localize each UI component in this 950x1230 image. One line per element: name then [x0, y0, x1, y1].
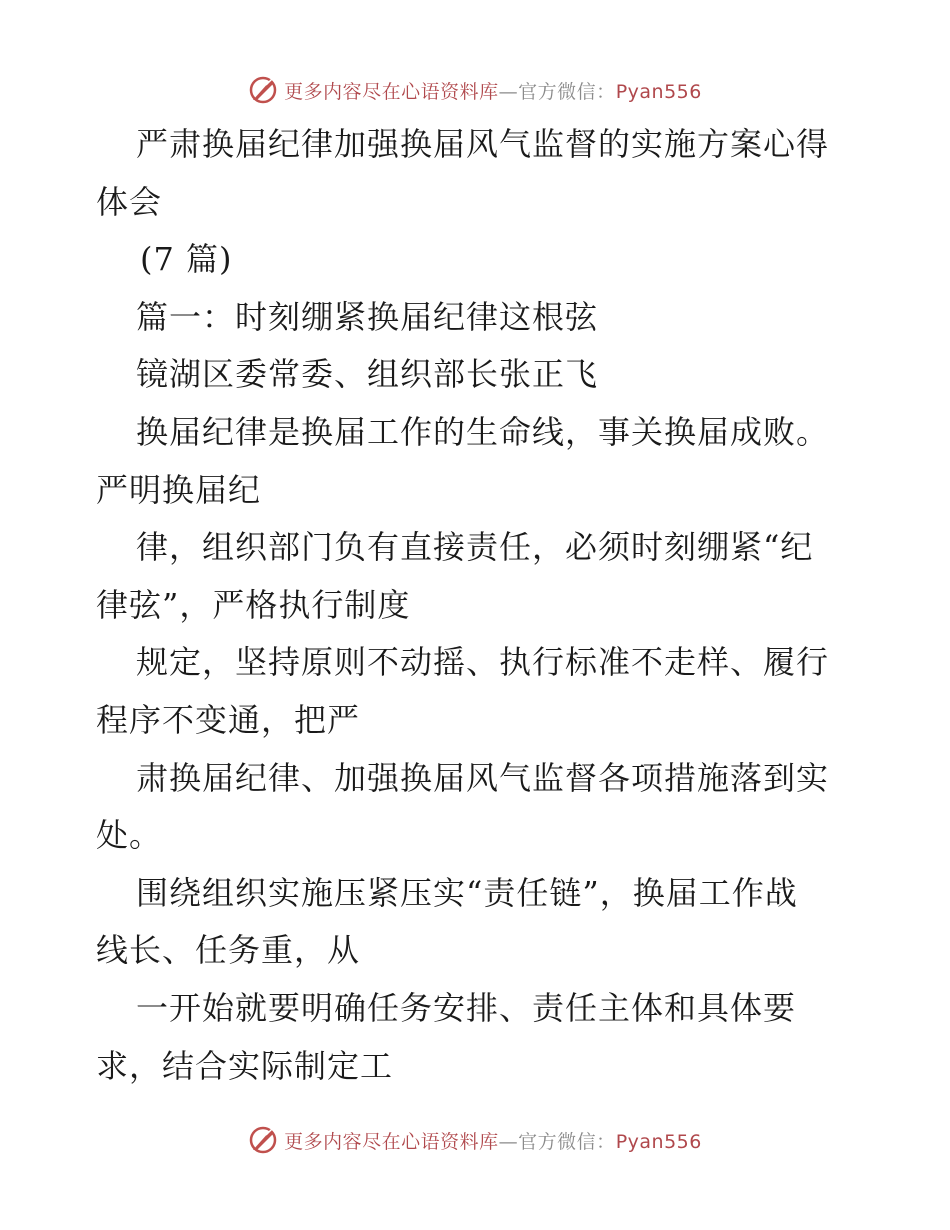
banner-wechat-id: Pyan556 — [615, 80, 702, 103]
paragraph-line: 肃换届纪律、加强换届风气监督各项措施落到实 — [136, 758, 830, 797]
banner-text — [284, 77, 702, 104]
paragraph-line: 严明换届纪 — [96, 470, 262, 509]
quill-logo-icon — [248, 1125, 278, 1155]
paragraph-line: 围绕组织实施压紧压实“责任链”，换届工作战 — [136, 873, 798, 912]
footer-banner — [0, 1120, 950, 1160]
paragraph-line: 处。 — [96, 816, 163, 855]
document-title-line-2: 体会 — [96, 182, 163, 221]
paragraph-line: 律，组织部门负有直接责任，必须时刻绷紧“纪 — [136, 528, 814, 567]
author-line: 镜湖区委常委、组织部长张正飞 — [136, 355, 599, 394]
paragraph-line: 一开始就要明确任务安排、责任主体和具体要 — [136, 988, 797, 1027]
banner-text — [284, 1127, 702, 1154]
header-banner — [0, 70, 950, 110]
paragraph-line: 求，结合实际制定工 — [96, 1046, 394, 1085]
paragraph-line: 规定，坚持原则不动摇、执行标准不走样、履行 — [136, 643, 830, 682]
banner-site-name: 更多内容尽在心语资料库 — [284, 80, 499, 103]
paragraph-line: 线长、任务重，从 — [96, 931, 361, 970]
document-body — [96, 116, 866, 1095]
banner-wechat-id: Pyan556 — [615, 1130, 702, 1153]
banner-site-name: 更多内容尽在心语资料库 — [284, 1130, 499, 1153]
banner-separator: —官方微信： — [498, 1130, 616, 1153]
quill-logo-icon — [248, 75, 278, 105]
document-title-line-1: 严肃换届纪律加强换届风气监督的实施方案心得 — [136, 125, 830, 163]
paragraph-line: 程序不变通，把严 — [96, 700, 361, 739]
section-heading: 篇一：时刻绷紧换届纪律这根弦 — [136, 297, 599, 336]
article-count: (7 篇) — [140, 240, 233, 279]
paragraph-line: 换届纪律是换届工作的生命线，事关换届成败。 — [136, 412, 830, 451]
paragraph-line: 律弦”，严格执行制度 — [96, 585, 411, 624]
banner-separator: —官方微信： — [498, 80, 616, 103]
